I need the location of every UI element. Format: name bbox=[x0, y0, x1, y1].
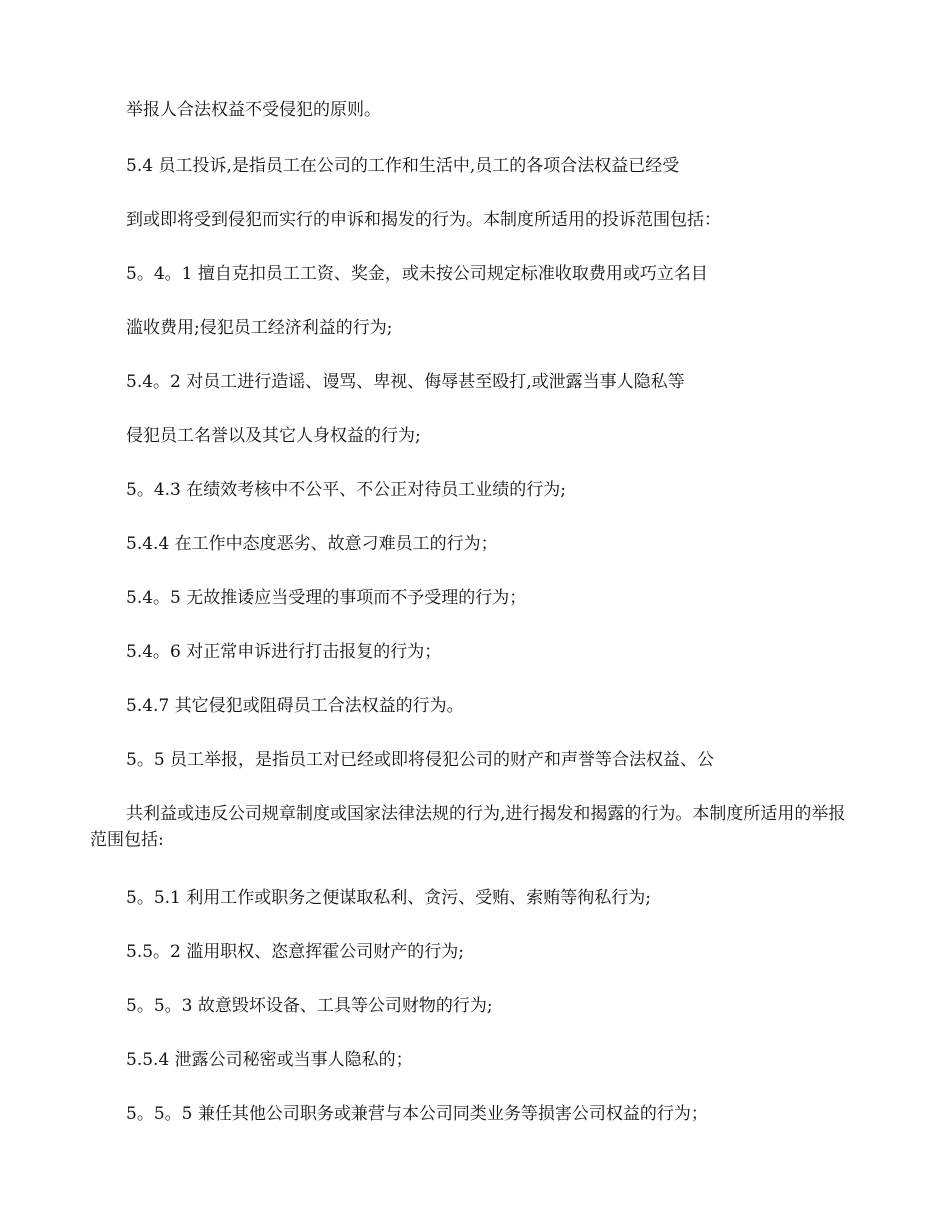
paragraph: 5。4.3 在绩效考核中不公平、不公正对待员工业绩的行为; bbox=[126, 480, 566, 500]
paragraph: 5.5。2 滥用职权、恣意挥霍公司财产的行为; bbox=[126, 942, 464, 962]
paragraph: 举报人合法权益不受侵犯的原则。 bbox=[126, 100, 381, 120]
paragraph: 5。5。5 兼任其他公司职务或兼营与本公司同类业务等损害公司权益的行为； bbox=[126, 1104, 708, 1124]
paragraph: 5.4。6 对正常申诉进行打击报复的行为； bbox=[126, 642, 442, 662]
paragraph: 5.4.4 在工作中态度恶劣、故意刁难员工的行为； bbox=[126, 534, 498, 554]
paragraph: 滥收费用;侵犯员工经济利益的行为; bbox=[126, 318, 393, 338]
paragraph: 5.4 员工投诉,是指员工在公司的工作和生活中,员工的各项合法权益已经受 bbox=[126, 156, 680, 176]
paragraph: 5。4。1 擅自克扣员工工资、奖金，或未按公司规定标准收取费用或巧立名目 bbox=[126, 264, 708, 284]
paragraph: 5.5.4 泄露公司秘密或当事人隐私的； bbox=[126, 1050, 413, 1070]
paragraph: 5。5.1 利用工作或职务之便谋取私利、贪污、受贿、索贿等徇私行为; bbox=[126, 888, 651, 908]
paragraph: 到或即将受到侵犯而实行的申诉和揭发的行为。本制度所适用的投诉范围包括： bbox=[126, 210, 721, 230]
paragraph: 共利益或违反公司规章制度或国家法律法规的行为,进行揭发和揭露的行为。本制度所适用的举报范围包括: bbox=[90, 804, 846, 850]
paragraph: 5.4。2 对员工进行造谣、谩骂、卑视、侮辱甚至殴打,或泄露当事人隐私等 bbox=[126, 372, 685, 392]
paragraph: 5。5 员工举报，是指员工对已经或即将侵犯公司的财产和声誉等合法权益、公 bbox=[126, 750, 715, 770]
paragraph: 5。5。3 故意毁坏设备、工具等公司财物的行为; bbox=[126, 996, 493, 1016]
paragraph: 5.4。5 无故推诿应当受理的事项而不予受理的行为； bbox=[126, 588, 527, 608]
paragraph: 5.4.7 其它侵犯或阻碍员工合法权益的行为。 bbox=[126, 696, 464, 716]
paragraph: 侵犯员工名誉以及其它人身权益的行为; bbox=[126, 426, 421, 446]
